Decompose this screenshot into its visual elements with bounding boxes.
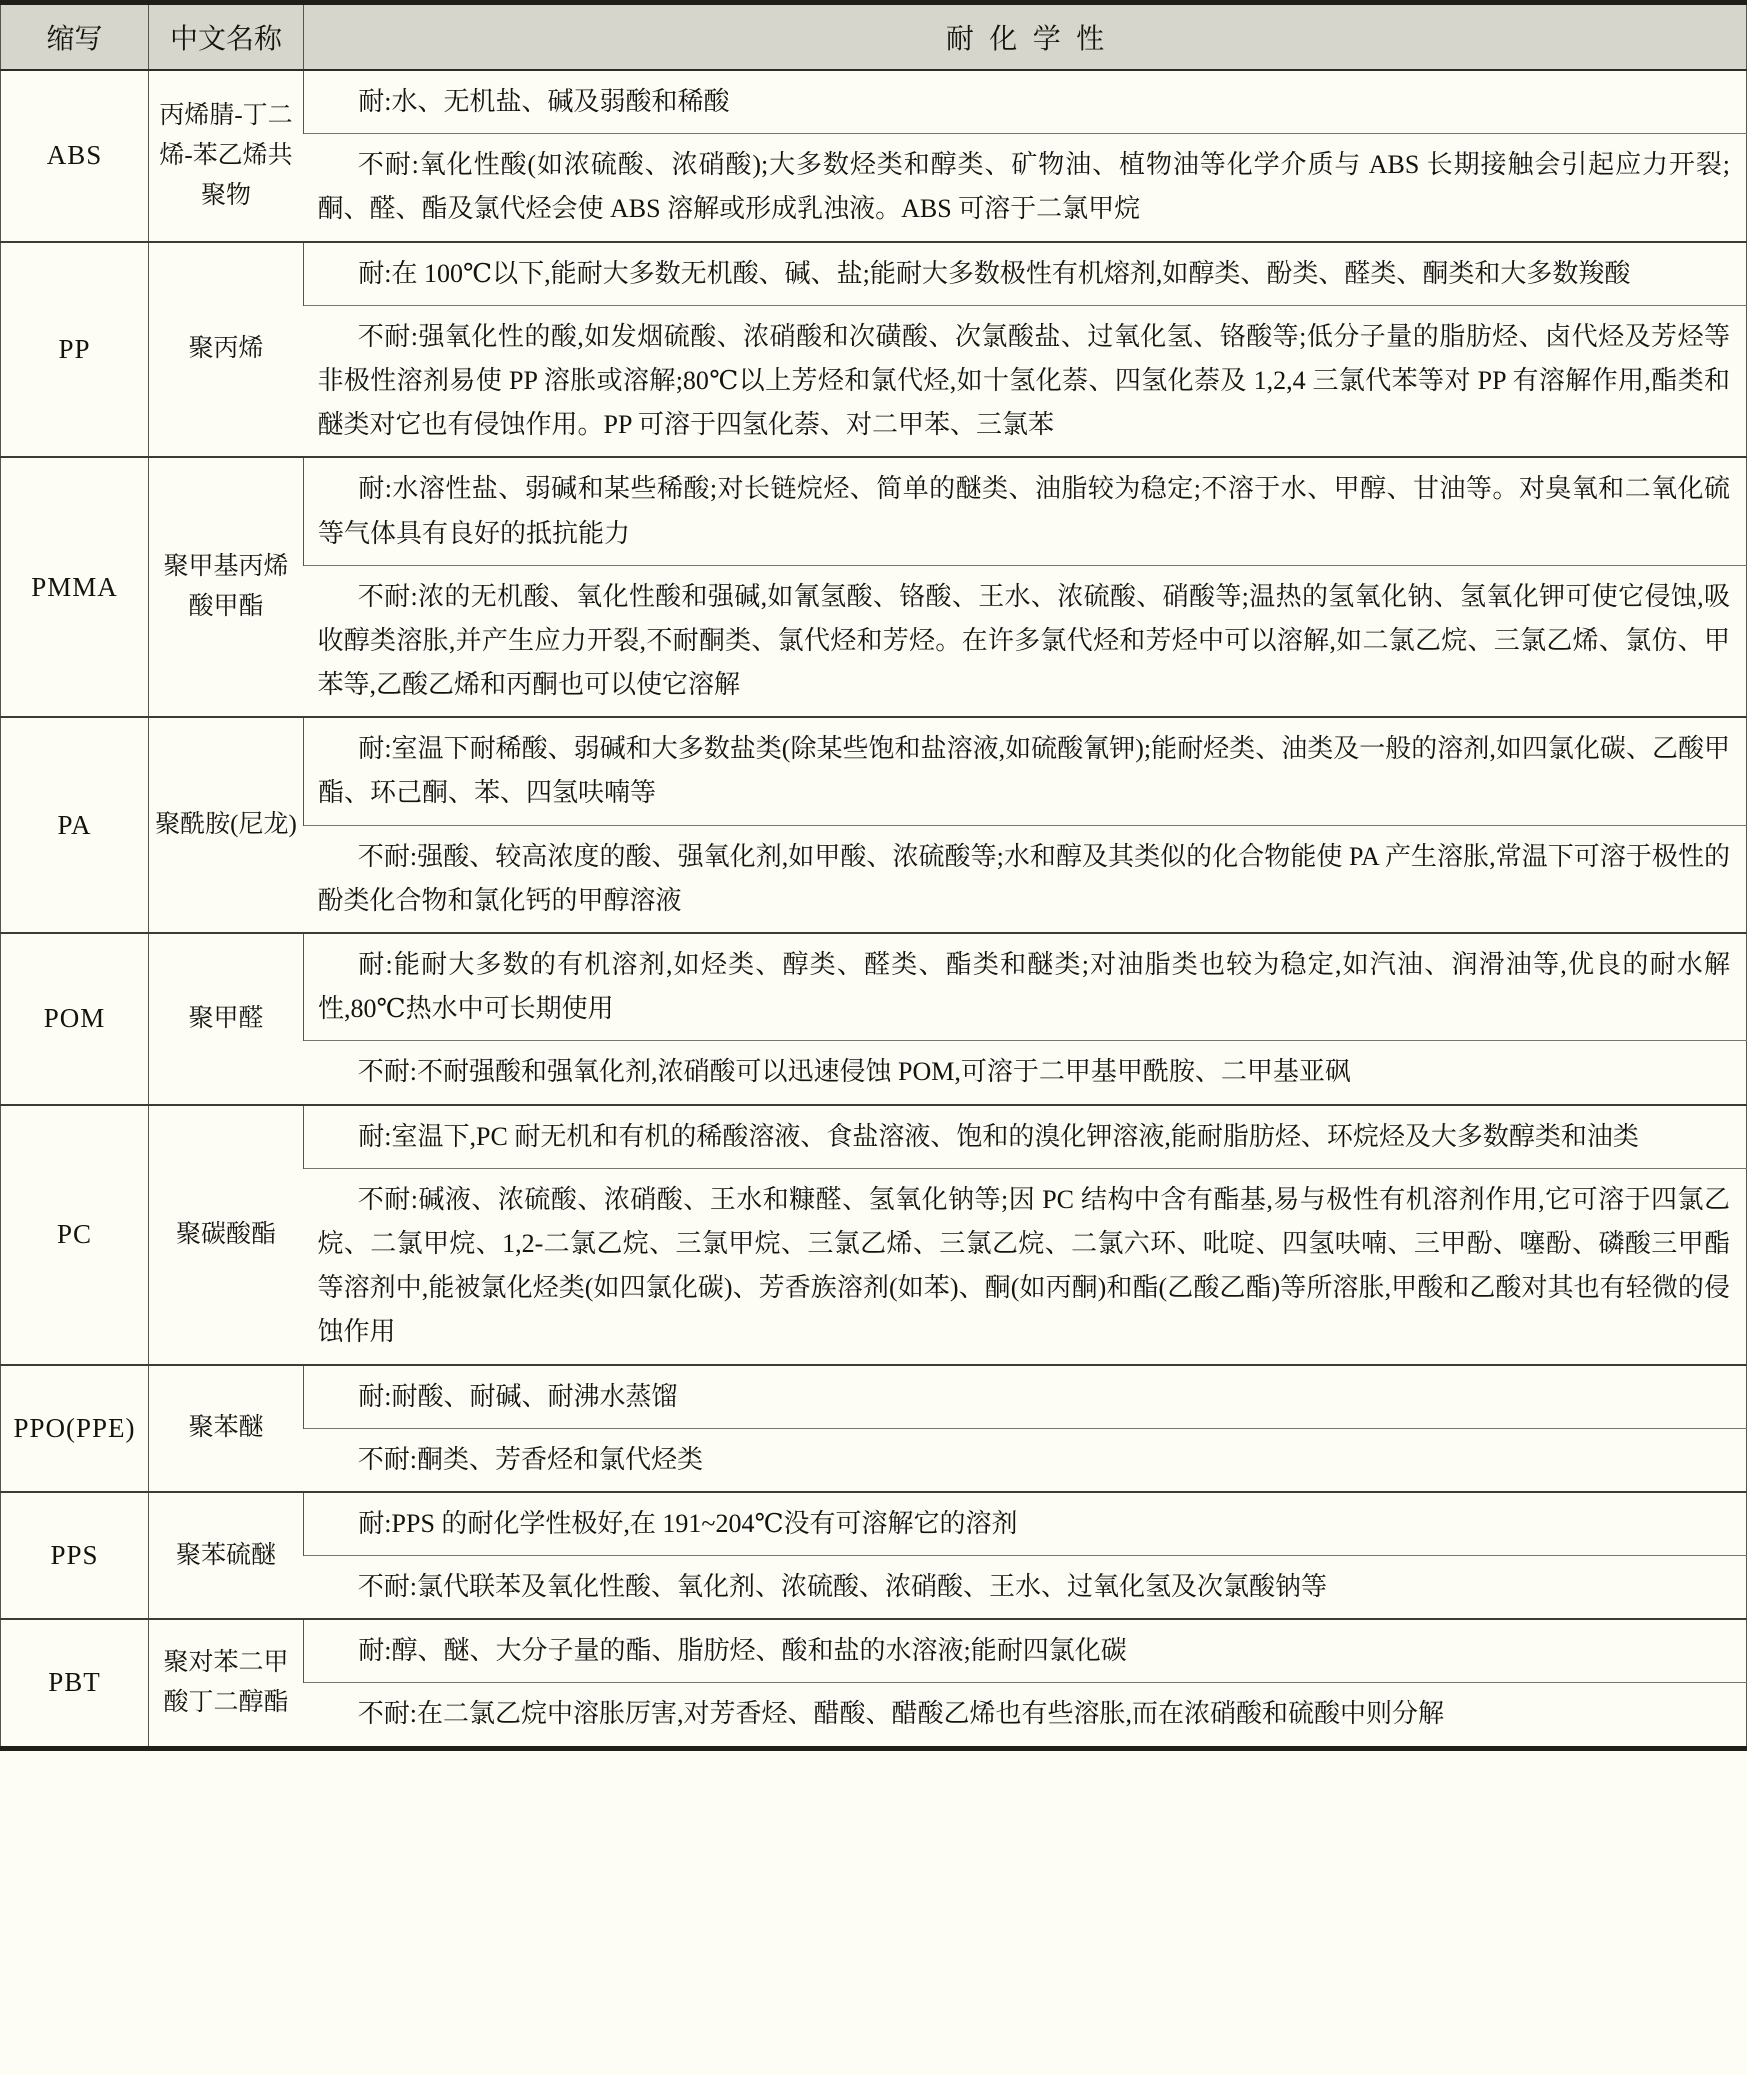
table-row bbox=[1, 1492, 1747, 1556]
abbreviation-cell: PC bbox=[1, 1105, 149, 1365]
resists-text: 耐:能耐大多数的有机溶剂,如烃类、醇类、醛类、酯类和醚类;对油脂类也较为稳定,如汽油、润滑油等,优良的耐水解性,80℃热水中可长期使用 bbox=[318, 950, 1730, 1024]
resists-cell bbox=[304, 1365, 1747, 1429]
not-resists-text: 不耐:强氧化性的酸,如发烟硫酸、浓硝酸和次磺酸、次氯酸盐、过氧化氢、铬酸等;低分子量的脂肪烃、卤代烃及芳烃等非极性溶剂易使 PP 溶胀或溶解;80℃以上芳烃和氯代烃,如十氢化萘、四氢化萘及 1,2,4 三氯代苯等对 PP 有溶解作用,酯类和醚类对它也有侵蚀作用。PP 可溶于四氢化萘、对二甲苯、三氯苯 bbox=[317, 321, 1730, 440]
chinese-name-cell: 聚甲醛 bbox=[149, 933, 304, 1105]
resists-cell bbox=[304, 457, 1747, 565]
resists-text: 耐:水、无机盐、碱及弱酸和稀酸 bbox=[358, 87, 730, 116]
chinese-name-cell: 丙烯腈-丁二烯-苯乙烯共聚物 bbox=[149, 70, 304, 242]
resists-text: 耐:室温下,PC 耐无机和有机的稀酸溶液、食盐溶液、饱和的溴化钾溶液,能耐脂肪烃、环烷烃及大多数醇类和油类 bbox=[358, 1121, 1639, 1151]
abbreviation-cell: PPS bbox=[1, 1492, 149, 1619]
not-resists-cell bbox=[304, 134, 1747, 242]
table-row bbox=[1, 1365, 1747, 1429]
resists-cell bbox=[304, 933, 1747, 1041]
table-row bbox=[1, 1619, 1747, 1683]
not-resists-text: 不耐:氧化性酸(如浓硫酸、浓硝酸);大多数烃类和醇类、矿物油、植物油等化学介质与 ABS 长期接触会引起应力开裂;酮、醛、酯及氯代烃会使 ABS 溶解或形成乳浊液。ABS 可溶于二氯甲烷 bbox=[317, 150, 1730, 224]
abbreviation-cell: PA bbox=[1, 717, 149, 933]
not-resists-cell bbox=[304, 825, 1747, 933]
abbreviation-cell: ABS bbox=[46, 140, 103, 171]
not-resists-text: 不耐:不耐强酸和强氧化剂,浓硝酸可以迅速侵蚀 POM,可溶于二甲基甲酰胺、二甲基亚砜 bbox=[357, 1057, 1351, 1087]
header-row bbox=[1, 3, 1747, 71]
not-resists-text: 不耐:氯代联苯及氧化性酸、氧化剂、浓硫酸、浓硝酸、王水、过氧化氢及次氯酸钠等 bbox=[357, 1572, 1328, 1602]
abbreviation-cell: PBT bbox=[1, 1619, 149, 1748]
not-resists-text: 不耐:在二氯乙烷中溶胀厉害,对芳香烃、醋酸、醋酸乙烯也有些溶胀,而在浓硝酸和硫酸中则分解 bbox=[357, 1699, 1445, 1729]
resists-cell bbox=[304, 717, 1747, 825]
not-resists-cell bbox=[304, 565, 1747, 717]
not-resists-text: 不耐:浓的无机酸、氧化性酸和强碱,如氰氢酸、铬酸、王水、浓硫酸、硝酸等;温热的氢氧化钠、氢氧化钾可使它侵蚀,吸收醇类溶胀,并产生应力开裂,不耐酮类、氯代烃和芳烃。在许多氯代烃和芳烃中可以溶解,如二氯乙烷、三氯乙烯、氯仿、甲苯等,乙酸乙烯和丙酮也可以使它溶解 bbox=[317, 581, 1730, 700]
resists-text: 耐:室温下耐稀酸、弱碱和大多数盐类(除某些饱和盐溶液,如硫酸氰钾);能耐烃类、油类及一般的溶剂,如四氯化碳、乙酸甲酯、环己酮、苯、四氢呋喃等 bbox=[318, 734, 1730, 808]
not-resists-text: 不耐:酮类、芳香烃和氯代烃类 bbox=[357, 1444, 704, 1474]
table-header bbox=[1, 3, 1747, 71]
not-resists-text: 不耐:强酸、较高浓度的酸、强氧化剂,如甲酸、浓硫酸等;水和醇及其类似的化合物能使 PA 产生溶胀,常温下可溶于极性的酚类化合物和氯化钙的甲醇溶液 bbox=[317, 841, 1730, 915]
not-resists-cell bbox=[304, 305, 1747, 457]
header-abbreviation: 缩写 bbox=[1, 3, 149, 71]
chinese-name-cell: 聚甲基丙烯酸甲酯 bbox=[149, 457, 304, 717]
table-row bbox=[1, 70, 1747, 134]
table-body bbox=[1, 70, 1747, 1748]
resists-cell bbox=[304, 70, 1747, 134]
chinese-name-cell: 聚苯硫醚 bbox=[149, 1492, 304, 1619]
abbreviation-cell: PMMA bbox=[1, 457, 149, 717]
abbreviation-cell: PP bbox=[1, 242, 149, 458]
resists-cell bbox=[304, 242, 1747, 306]
header-chemical-resistance: 耐化学性 bbox=[304, 3, 1747, 71]
resists-text: 耐:醇、醚、大分子量的酯、脂肪烃、酸和盐的水溶液;能耐四氯化碳 bbox=[358, 1636, 1127, 1666]
chinese-name-cell: 聚酰胺(尼龙) bbox=[149, 717, 304, 933]
table-row bbox=[1, 717, 1747, 825]
not-resists-cell bbox=[304, 1428, 1747, 1492]
table-row bbox=[1, 1105, 1747, 1169]
chinese-name-cell: 聚对苯二甲酸丁二醇酯 bbox=[149, 1619, 304, 1748]
table-row bbox=[1, 933, 1747, 1041]
resists-text: 耐:耐酸、耐碱、耐沸水蒸馏 bbox=[358, 1381, 678, 1411]
resists-cell bbox=[304, 1105, 1747, 1169]
table-row bbox=[1, 242, 1747, 306]
not-resists-cell bbox=[304, 1168, 1747, 1364]
chinese-name-cell: 聚丙烯 bbox=[149, 242, 304, 458]
resists-cell bbox=[304, 1619, 1747, 1683]
not-resists-text: 不耐:碱液、浓硫酸、浓硝酸、王水和糠醛、氢氧化钠等;因 PC 结构中含有酯基,易与极性有机溶剂作用,它可溶于四氯乙烷、二氯甲烷、1,2-二氯乙烷、三氯甲烷、三氯乙烯、三氯乙烷、二氯六环、吡啶、四氢呋喃、三甲酚、噻酚、磷酸三甲酯等溶剂中,能被氯化烃类(如四氯化碳)、芳香族溶剂(如苯)、酮(如丙酮)和酯(乙酸乙酯)等所溶胀,甲酸和乙酸对其也有轻微的侵蚀作用 bbox=[317, 1184, 1730, 1347]
resists-text: 耐:水溶性盐、弱碱和某些稀酸;对长链烷烃、简单的醚类、油脂较为稳定;不溶于水、甲醇、甘油等。对臭氧和二氧化硫等气体具有良好的抵抗能力 bbox=[318, 474, 1730, 548]
header-chinese-name: 中文名称 bbox=[149, 3, 304, 71]
abbreviation-cell: POM bbox=[1, 933, 149, 1105]
not-resists-cell bbox=[304, 1041, 1747, 1105]
not-resists-cell bbox=[304, 1683, 1747, 1748]
resists-cell bbox=[304, 1492, 1747, 1556]
chinese-name-cell: 聚碳酸酯 bbox=[149, 1105, 304, 1365]
not-resists-cell bbox=[304, 1556, 1747, 1620]
resists-text: 耐:在 100℃以下,能耐大多数无机酸、碱、盐;能耐大多数极性有机熔剂,如醇类、酚类、醛类、酮类和大多数羧酸 bbox=[358, 258, 1631, 288]
table-row bbox=[1, 457, 1747, 565]
resists-text: 耐:PPS 的耐化学性极好,在 191~204℃没有可溶解它的溶剂 bbox=[358, 1508, 1018, 1538]
abbreviation-cell: PPO(PPE) bbox=[1, 1365, 149, 1492]
chinese-name-cell: 聚苯醚 bbox=[149, 1365, 304, 1492]
